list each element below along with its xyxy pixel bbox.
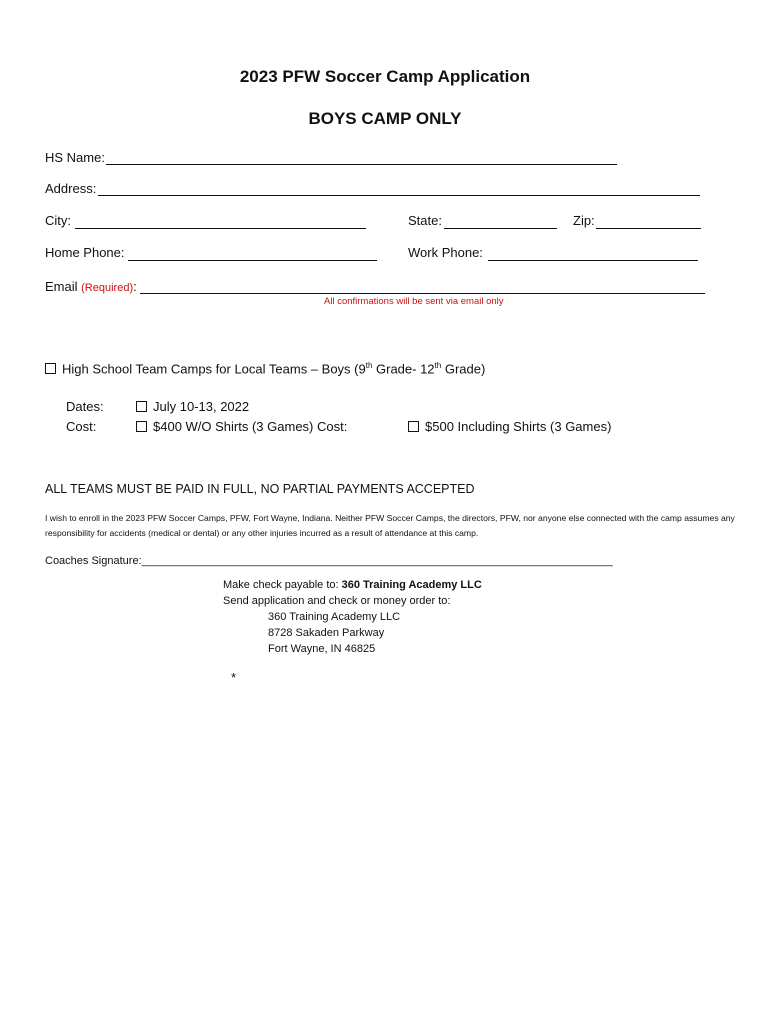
footer-asterisk: * [231, 670, 237, 685]
cost-500-checkbox[interactable] [408, 421, 419, 432]
mailing-address-line1: 360 Training Academy LLC [268, 611, 401, 623]
grade-suffix-12: th [434, 361, 442, 370]
cost-label: Cost: [66, 419, 97, 434]
camp-option-text-end: Grade) [441, 361, 486, 377]
address-field[interactable] [98, 195, 700, 196]
email-label-group [45, 279, 137, 294]
check-payable-label: Make check payable to: [223, 579, 342, 591]
mailing-address-line3: Fort Wayne, IN 46825 [268, 643, 376, 655]
signature-label: Coaches Signature: [45, 555, 142, 567]
email-note: All confirmations will be sent via email only [324, 296, 504, 307]
camp-option-text-mid: Grade- 12 [372, 361, 435, 377]
page-subtitle: BOYS CAMP ONLY [308, 109, 462, 128]
date-option-label: July 10-13, 2022 [153, 399, 250, 414]
mailing-address-line2: 8728 Sakaden Parkway [268, 627, 385, 639]
cost-option-400[interactable] [136, 419, 347, 434]
city-label: City: [45, 213, 71, 228]
camp-option-checkbox[interactable] [45, 363, 56, 374]
state-field[interactable] [444, 228, 557, 229]
dates-label: Dates: [66, 399, 104, 414]
hs-name-label: HS Name: [45, 150, 105, 165]
email-field[interactable] [140, 293, 705, 294]
email-label: Email [45, 279, 78, 294]
page-title: 2023 PFW Soccer Camp Application [239, 67, 531, 86]
send-to-line: Send application and check or money order to: [223, 595, 451, 607]
camp-option[interactable] [45, 361, 485, 376]
date-option-checkbox[interactable] [136, 401, 147, 412]
hs-name-field[interactable] [106, 164, 617, 165]
check-payable-line [223, 579, 482, 591]
work-phone-label: Work Phone: [408, 245, 483, 260]
check-payable-name: 360 Training Academy LLC [341, 579, 482, 591]
address-label: Address: [45, 181, 97, 196]
zip-field[interactable] [596, 228, 701, 229]
cost-400-label: $400 W/O Shirts (3 Games) Cost: [153, 419, 348, 434]
grade-suffix-9: th [365, 361, 373, 370]
signature-row[interactable] [45, 555, 613, 567]
cost-500-label: $500 Including Shirts (3 Games) [425, 419, 612, 434]
city-field[interactable] [75, 228, 366, 229]
email-colon: : [133, 279, 137, 294]
cost-option-500[interactable] [408, 419, 611, 434]
waiver-text: I wish to enroll in the 2023 PFW Soccer Camps, PFW, Fort Wayne, Indiana. Neither PFW Soccer Camps, the directors, PFW, nor anyone else connected with the camp assumes any responsibility for accidents (medical or dental) or any other injuries incurred as a result of attendance at this camp. [45, 513, 735, 538]
zip-label: Zip: [573, 213, 595, 228]
payment-notice: ALL TEAMS MUST BE PAID IN FULL, NO PARTIAL PAYMENTS ACCEPTED [45, 482, 475, 496]
cost-400-checkbox[interactable] [136, 421, 147, 432]
signature-line[interactable]: _____________________________________________________________________________ [141, 555, 613, 567]
state-label: State: [408, 213, 442, 228]
work-phone-field[interactable] [488, 260, 698, 261]
date-option[interactable] [136, 399, 249, 414]
home-phone-label: Home Phone: [45, 245, 125, 260]
email-required-marker: (Required) [81, 282, 134, 294]
camp-option-text-start: High School Team Camps for Local Teams – Boys (9 [62, 361, 366, 377]
home-phone-field[interactable] [128, 260, 377, 261]
